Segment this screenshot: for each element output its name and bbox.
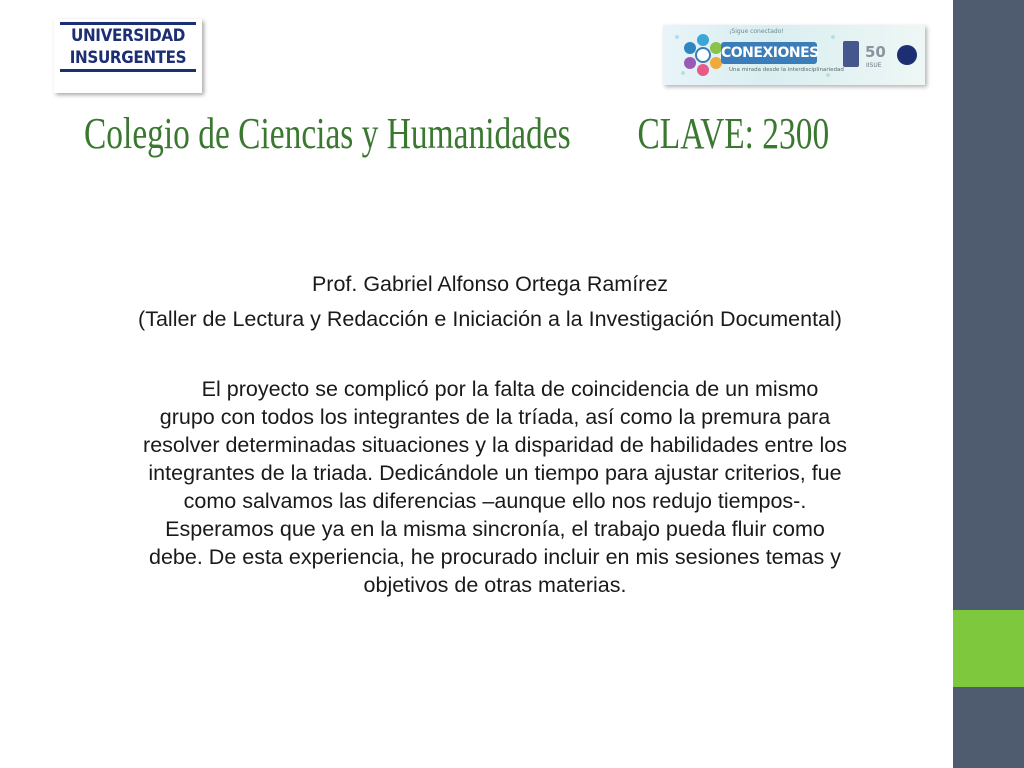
logo-bottom-rule [60,69,196,72]
page-title [84,110,896,162]
logo-line-2: INSURGENTES [69,48,187,67]
page-title-text: Colegio de Ciencias y Humanidades CLAVE: 2300 [84,109,830,158]
anniversary-number: 50 [865,43,886,61]
body-line: objetivos de otras materias. [363,573,627,597]
conexiones-banner [663,25,925,85]
body-line: como salvamos las diferencias –aunque ello nos redujo tiempos-. [183,489,807,513]
logo-line-1: UNIVERSIDAD [71,26,185,45]
body-paragraph [60,375,930,599]
banner-subtitle: Una mirada desde la interdisciplinariedad [729,67,844,73]
banner-brand: CONEXIONES [721,42,817,64]
body-line: debe. De esta experiencia, he procurado incluir en mis sesiones temas y [149,545,841,569]
professor-name: Prof. Gabriel Alfonso Ortega Ramírez [311,272,669,296]
anniversary-label: IISUE [866,62,882,69]
body-line: grupo con todos los integrantes de la tríada, así como la premura para [159,405,831,429]
universidad-insurgentes-logo [54,19,202,93]
course-name: (Taller de Lectura y Redacción e Iniciación a la Investigación Documental) [138,307,842,331]
body-line: integrantes de la triada. Dedicándole un tiempo para ajustar criterios, fue [148,461,842,485]
banner-tagline: ¡Sigue conectado! [729,28,784,35]
body-line: Esperamos que ya en la misma sincronía, el trabajo pueda fluir como [165,517,825,541]
body-line: resolver determinadas situaciones y la disparidad de habilidades entre los [143,433,847,457]
side-accent-block [953,610,1024,687]
body-line: El proyecto se complicó por la falta de coincidencia de un mismo [201,377,819,401]
